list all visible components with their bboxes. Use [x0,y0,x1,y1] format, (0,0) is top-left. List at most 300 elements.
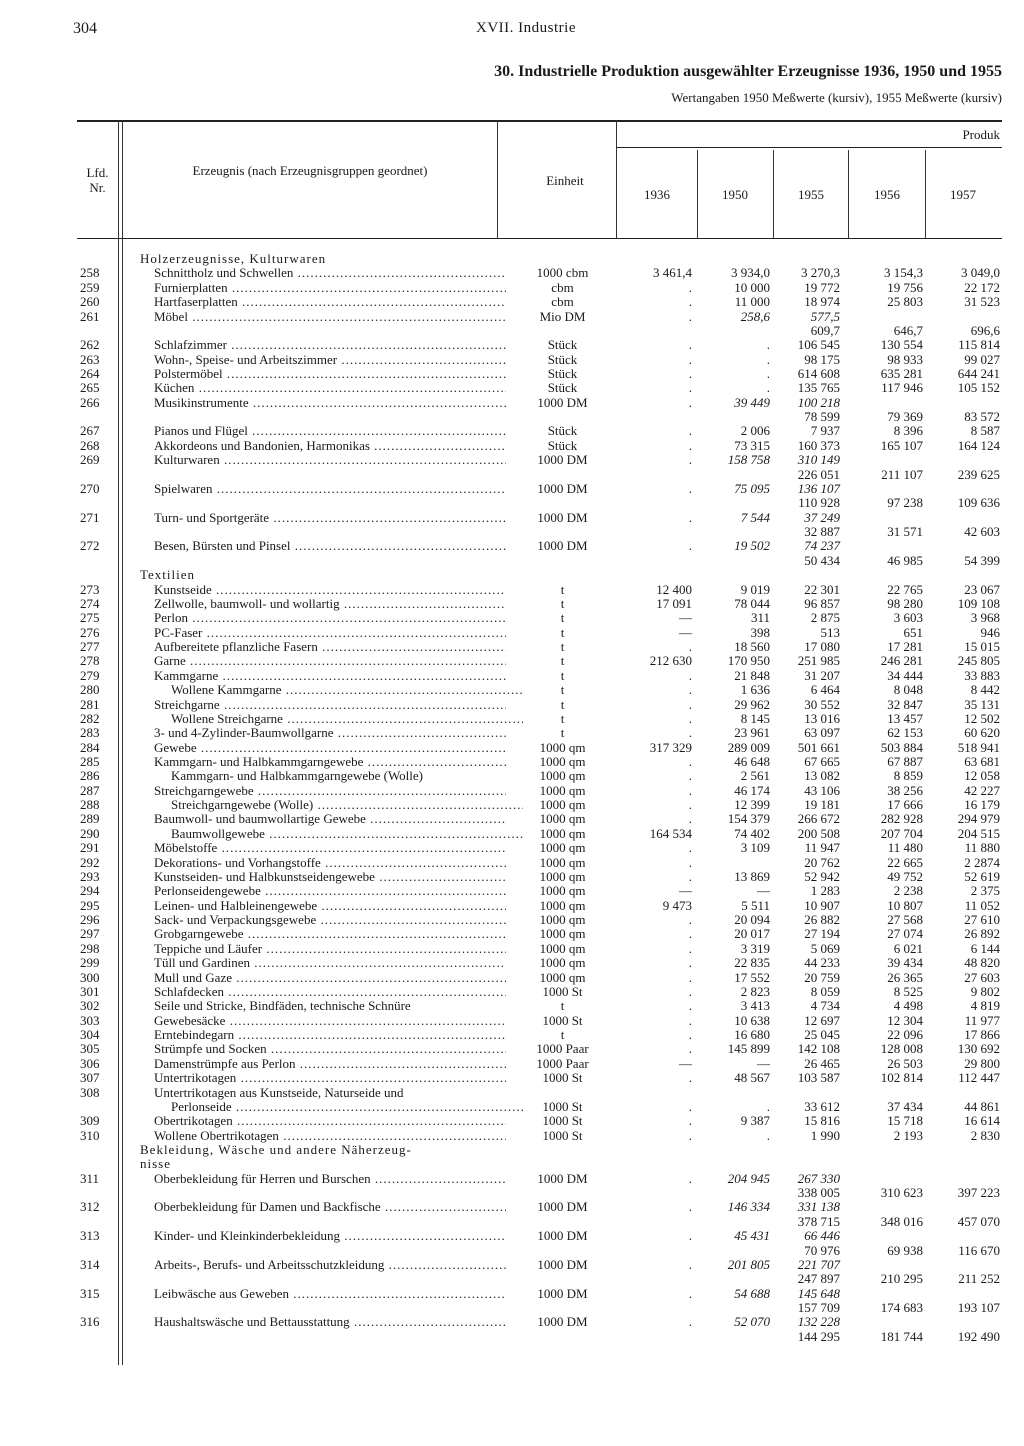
production-header-rule [617,147,1002,148]
product-name: Pianos und Flügel ..... [154,424,506,438]
value-cell-1950: 289 009 [727,739,770,755]
value-cell-1950: 145 899 [727,1041,770,1057]
value-cell-1957: 15 015 [964,639,1000,654]
product-name: Sack- und Verpackungsgewebe ..... [154,913,506,927]
value-cell-1956: 22 765 [887,581,923,597]
value-cell-1956: 128 008 [880,1041,923,1057]
table-row [0,266,1024,280]
value-cell-1956: 49 752 [887,868,923,884]
product-name: Wollene Streichgarne ..... [171,712,523,726]
value-cell-1955: 13 082 [804,768,840,784]
value-cell-1957: 397 223 [957,1185,1000,1200]
group-heading: Textilien [140,568,196,583]
value-cell-1956: 8 048 [893,682,923,698]
value-cell-1936: . [688,682,692,698]
value-cell-1955: 144 295 [797,1328,840,1344]
value-cell-1956: 246 281 [880,653,923,669]
product-name: Furnierplatten ..... [154,281,506,295]
table-row [0,396,1024,410]
value-cell-1955: 32 887 [804,524,840,539]
value-cell-1955: 160 373 [797,437,840,453]
value-cell-1957: 11 052 [964,897,1000,913]
value-cell-1936: . [688,926,692,942]
value-cell-1936: . [688,1170,692,1186]
value-cell-1936: . [688,380,692,396]
value-cell-1950: 2 823 [740,983,770,999]
row-number: 270 [80,480,100,496]
table-row [0,1086,1024,1100]
table-row [0,295,1024,309]
unit-cell: 1000 qm [539,739,586,755]
table-row [0,769,1024,783]
table-row [0,640,1024,654]
value-cell-1957: 33 883 [964,667,1000,683]
row-number: 300 [80,969,100,985]
table-row [0,338,1024,352]
value-cell-1957: 6 144 [970,940,1000,956]
value-cell-1936: . [688,279,692,295]
value-cell-1936: . [688,437,692,453]
unit-cell: Stück [547,437,578,453]
table-row [0,1071,1024,1085]
value-cell-1957: 2 2874 [964,854,1000,870]
value-cell-1957: 946 [980,624,1000,640]
column-divider [848,150,849,239]
table-row [0,367,1024,381]
table-row [0,1200,1024,1214]
unit-cell: 1000 St [542,1113,583,1129]
table-row [0,482,1024,496]
table-row [0,1330,1024,1344]
unit-cell: t [560,610,565,626]
unit-cell: cbm [551,294,574,310]
product-name: Kammgarn- und Halbkammgarngewebe ..... [154,755,506,769]
row-number: 299 [80,955,100,971]
value-cell-1950: — [757,883,770,899]
value-cell-1936: . [688,294,692,310]
value-cell-1956: 310 623 [880,1185,923,1200]
product-name: Perlon ..... [154,611,506,625]
value-cell-1956: 3 603 [893,610,923,626]
value-cell-1955: 26 465 [804,1055,840,1071]
table-row [0,841,1024,855]
value-cell-1936: . [688,366,692,381]
value-cell-1956: 8 396 [893,423,923,439]
value-cell-1936: . [688,854,692,870]
row-number: 290 [80,825,100,841]
value-cell-1956: 19 756 [887,279,923,295]
table-row [0,683,1024,697]
value-cell-1950: 12 399 [734,797,770,813]
value-cell-1950: 21 848 [734,667,770,683]
value-cell-1955: 20 762 [804,854,840,870]
value-cell-1936: . [688,1041,692,1057]
row-number: 294 [80,883,100,899]
header-unit: Einheit [546,173,584,188]
value-cell-1936: . [688,753,692,769]
value-cell-1936: 164 534 [649,825,692,841]
value-cell-1950: 45 431 [734,1228,770,1244]
product-name: Akkordeons und Bandonien, Harmonikas ..... [154,439,506,453]
table-row [0,726,1024,740]
row-number: 311 [80,1170,100,1186]
value-cell-1950: 9 019 [740,581,770,597]
product-name: Spielwaren ..... [154,482,506,496]
table-row [0,870,1024,884]
unit-cell: 1000 DM [537,1170,588,1186]
product-name: Hartfaserplatten ..... [154,295,506,309]
table-row [0,1114,1024,1128]
value-cell-1936: . [688,1113,692,1129]
row-number: 302 [80,998,100,1014]
value-cell-1950: 17 552 [734,969,770,985]
row-number: 260 [80,294,100,310]
value-cell-1956: 39 434 [887,955,923,971]
row-number: 272 [80,538,100,554]
value-cell-1950: 170 950 [727,653,770,669]
row-number: 286 [80,768,100,784]
value-cell-1957: 60 620 [964,725,1000,741]
unit-cell: Stück [547,366,578,381]
row-number: 306 [80,1055,100,1071]
row-number: 304 [80,1027,100,1042]
column-divider [773,150,774,239]
value-cell-1955: 70 976 [804,1242,840,1258]
unit-cell: t [560,639,565,654]
value-cell-1957: 109 108 [957,595,1000,611]
value-cell-1957: 99 027 [964,351,1000,367]
value-cell-1950: 54 688 [734,1285,770,1301]
unit-cell: 1000 qm [539,811,586,827]
value-cell-1955: 15 816 [804,1113,840,1129]
product-name: PC-Faser ..... [154,626,506,640]
unit-cell: 1000 qm [539,753,586,769]
unit-cell: 1000 cbm [536,265,589,281]
value-cell-1950: 2 006 [740,423,770,439]
table-title: 30. Industrielle Produktion ausgewählter Erzeugnisse 1936, 1950 und 1955 [494,63,1002,80]
header-year-1955: 1955 [798,187,824,202]
group-heading: Bekleidung, Wäsche und andere Näherzeug- [140,1142,412,1157]
column-divider [925,150,926,239]
value-cell-1955: 221 707 [797,1256,840,1272]
value-cell-1955: 132 228 [797,1314,840,1330]
product-name: Damenstrümpfe aus Perlon ..... [154,1057,506,1071]
value-cell-1957: 192 490 [957,1328,1000,1344]
value-cell-1957: 3 049,0 [961,265,1000,281]
table-row [0,1014,1024,1028]
row-number: 266 [80,394,100,410]
value-cell-1936: . [688,1199,692,1215]
product-name: Möbelstoffe ..... [154,841,506,855]
value-cell-1955: 501 661 [797,739,840,755]
row-number: 267 [80,423,100,439]
product-name: Tüll und Gardinen ..... [154,956,506,970]
value-cell-1955: 145 648 [797,1285,840,1301]
value-cell-1950: 154 379 [727,811,770,827]
value-cell-1955: 135 765 [797,380,840,396]
unit-cell: 1000 qm [539,768,586,784]
unit-cell: 1000 qm [539,912,586,927]
value-cell-1950: 18 560 [734,639,770,654]
table-row [0,913,1024,927]
value-cell-1950: 311 [750,610,770,626]
unit-cell: 1000 qm [539,926,586,942]
unit-cell: 1000 DM [537,452,588,468]
unit-cell: Mio DM [539,308,586,324]
unit-cell: 1000 qm [539,940,586,956]
value-cell-1957: 457 070 [957,1213,1000,1229]
value-cell-1957: 31 523 [964,294,1000,310]
table-row [0,353,1024,367]
table-row [0,654,1024,668]
unit-cell: 1000 DM [537,1285,588,1301]
value-cell-1955: 22 301 [804,581,840,597]
value-cell-1957: 2 830 [970,1127,1000,1143]
value-cell-1936: . [688,1314,692,1330]
unit-cell: 1000 qm [539,840,586,856]
unit-cell: 1000 DM [537,1256,588,1272]
value-cell-1956: 98 933 [887,351,923,367]
table-row [0,439,1024,453]
value-cell-1955: 33 612 [804,1098,840,1114]
unit-cell: 1000 qm [539,797,586,813]
value-cell-1956: 117 946 [881,380,923,396]
value-cell-1950: 20 094 [734,912,770,927]
value-cell-1955: 96 857 [804,595,840,611]
value-cell-1950: 10 638 [734,1012,770,1028]
row-number: 275 [80,610,100,626]
value-cell-1955: 13 016 [804,710,840,726]
product-name: Untertrikotagen ..... [154,1071,506,1085]
value-cell-1936: . [688,308,692,324]
value-cell-1956: 130 554 [880,337,923,353]
value-cell-1957: 22 172 [964,279,1000,295]
value-cell-1957: 8 587 [970,423,1000,439]
column-divider [497,120,498,239]
table-row [0,942,1024,956]
table-row [0,956,1024,970]
unit-cell: t [560,667,565,683]
value-cell-1950: 398 [750,624,770,640]
value-cell-1957: 29 800 [964,1055,1000,1071]
table-top-rule [77,120,1002,122]
value-cell-1936: 317 329 [649,739,692,755]
product-name: Teppiche und Läufer ..... [154,942,506,956]
table-row [0,496,1024,510]
product-name: Wollene Kammgarne ..... [171,683,523,697]
value-cell-1957: 23 067 [964,581,1000,597]
value-cell-1956: 37 434 [887,1098,923,1114]
table-row [0,985,1024,999]
product-name: Haushaltswäsche und Bettausstattung ..... [154,1315,506,1329]
value-cell-1955: 266 672 [797,811,840,827]
row-number: 269 [80,452,100,468]
value-cell-1955: 78 599 [804,409,840,425]
value-cell-1957: 518 941 [957,739,1000,755]
unit-cell: t [560,998,565,1014]
row-number: 282 [80,710,100,726]
value-cell-1957: 35 131 [964,696,1000,712]
value-cell-1950: 46 174 [734,782,770,798]
value-cell-1936: . [688,337,692,353]
value-cell-1955: 2 875 [810,610,840,626]
value-cell-1936: . [688,725,692,741]
value-cell-1956: 12 304 [887,1012,923,1028]
value-cell-1950: . [766,351,770,367]
group-heading-row [0,1157,1024,1171]
value-cell-1956: 26 503 [887,1055,923,1071]
value-cell-1955: 50 434 [804,552,840,568]
product-name: Musikinstrumente ..... [154,396,506,410]
value-cell-1936: 212 630 [649,653,692,669]
value-cell-1936: . [688,1070,692,1086]
value-cell-1936: . [688,1256,692,1272]
row-number: 308 [80,1084,100,1100]
table-row [0,525,1024,539]
row-number: 271 [80,509,100,525]
product-name: Kulturwaren ..... [154,453,506,467]
value-cell-1936: . [688,955,692,971]
table-row [0,1244,1024,1258]
value-cell-1936: . [688,1127,692,1143]
table-row [0,453,1024,467]
value-cell-1955: 63 097 [804,725,840,741]
product-name: Kinder- und Kleinkinderbekleidung ..... [154,1229,506,1243]
table-row [0,281,1024,295]
value-cell-1957: 11 880 [964,840,1000,856]
value-cell-1950: 3 934,0 [731,265,770,281]
page-number: 304 [73,20,97,37]
value-cell-1956: 181 744 [880,1328,923,1344]
value-cell-1950: 23 961 [734,725,770,741]
value-cell-1956: 282 928 [880,811,923,827]
value-cell-1956: 79 369 [887,409,923,425]
value-cell-1957: 42 603 [964,524,1000,539]
value-cell-1957: 44 861 [964,1098,1000,1114]
value-cell-1955: 52 942 [804,868,840,884]
row-number: 276 [80,624,100,640]
value-cell-1936: . [688,768,692,784]
unit-cell: 1000 qm [539,825,586,841]
value-cell-1957: 239 625 [957,466,1000,482]
table-subtitle: Wertangaben 1950 Meßwerte (kursiv), 1955 Meßwerte (kursiv) [671,90,1002,105]
value-cell-1956: 2 193 [893,1127,923,1143]
product-name: Kammgarn- und Halbkammgarngewebe (Wolle) [171,769,424,784]
row-number: 314 [80,1256,100,1272]
table-row [0,583,1024,597]
value-cell-1950: 3 319 [740,940,770,956]
value-cell-1936: . [688,538,692,554]
table-row [0,856,1024,870]
value-cell-1950: 1 636 [740,682,770,698]
value-cell-1956: 3 154,3 [884,265,923,281]
value-cell-1956: 34 444 [887,667,923,683]
row-number: 292 [80,854,100,870]
value-cell-1950: . [766,337,770,353]
value-cell-1955: 3 270,3 [801,265,840,281]
unit-cell: 1000 DM [537,394,588,410]
header-production: Produk [962,127,1000,142]
product-name: Perlonseidengewebe ..... [154,884,506,898]
row-number: 307 [80,1070,100,1086]
value-cell-1956: 165 107 [880,437,923,453]
value-cell-1950: 19 502 [734,538,770,554]
value-cell-1955: 142 108 [797,1041,840,1057]
value-cell-1955: 226 051 [797,466,840,482]
value-cell-1957: 48 820 [964,955,1000,971]
value-cell-1936: — [679,883,692,899]
value-cell-1955: 31 207 [804,667,840,683]
table-row [0,1215,1024,1229]
table-row [0,1272,1024,1286]
row-number: 280 [80,682,100,698]
row-number: 309 [80,1113,100,1129]
value-cell-1955: 4 734 [810,998,840,1014]
table-row [0,539,1024,553]
value-cell-1956: 27 568 [887,912,923,927]
value-cell-1955: 8 059 [810,983,840,999]
row-number: 289 [80,811,100,827]
table-row [0,468,1024,482]
unit-cell: Stück [547,380,578,396]
header-nr: Lfd. Nr. [86,165,109,195]
value-cell-1956: 348 016 [880,1213,923,1229]
value-cell-1950: 48 567 [734,1070,770,1086]
product-name: Oberbekleidung für Damen und Backfische ..... [154,1200,506,1214]
unit-cell: 1000 qm [539,969,586,985]
header-year-1936: 1936 [644,187,670,202]
value-cell-1957: 2 375 [970,883,1000,899]
value-cell-1956: 211 107 [881,466,923,482]
value-cell-1957: 17 866 [964,1027,1000,1042]
value-cell-1957: 204 515 [957,825,1000,841]
product-name: Mull und Gaze ..... [154,971,506,985]
value-cell-1936: . [688,797,692,813]
product-name: Leibwäsche aus Geweben ..... [154,1287,506,1301]
value-cell-1950: 204 945 [727,1170,770,1186]
row-number: 284 [80,739,100,755]
row-number: 316 [80,1314,100,1330]
table-row [0,798,1024,812]
value-cell-1950: 7 544 [740,509,770,525]
header-year-1950: 1950 [722,187,748,202]
value-cell-1936: . [688,480,692,496]
row-number: 285 [80,753,100,769]
value-cell-1936: . [688,811,692,827]
unit-cell: 1000 qm [539,868,586,884]
unit-cell: t [560,696,565,712]
product-name: Zellwolle, baumwoll- und wollartig ..... [154,597,506,611]
value-cell-1956: 102 814 [880,1070,923,1086]
product-name: Kunstseide ..... [154,583,506,597]
value-cell-1956: 174 683 [880,1300,923,1315]
value-cell-1950: 3 413 [740,998,770,1014]
table-row [0,410,1024,424]
row-number: 268 [80,437,100,453]
table-row [0,1042,1024,1056]
value-cell-1950: . [766,1098,770,1114]
value-cell-1957: 116 670 [958,1242,1000,1258]
product-name: Gewebesäcke ..... [154,1014,506,1028]
value-cell-1955: 247 897 [797,1271,840,1287]
value-cell-1936: 9 473 [662,897,692,913]
value-cell-1955: 609,7 [810,322,840,338]
table-row [0,741,1024,755]
table-row [0,1258,1024,1272]
value-cell-1957: 696,6 [970,322,1000,338]
row-number: 274 [80,595,100,611]
value-cell-1957: 27 603 [964,969,1000,985]
